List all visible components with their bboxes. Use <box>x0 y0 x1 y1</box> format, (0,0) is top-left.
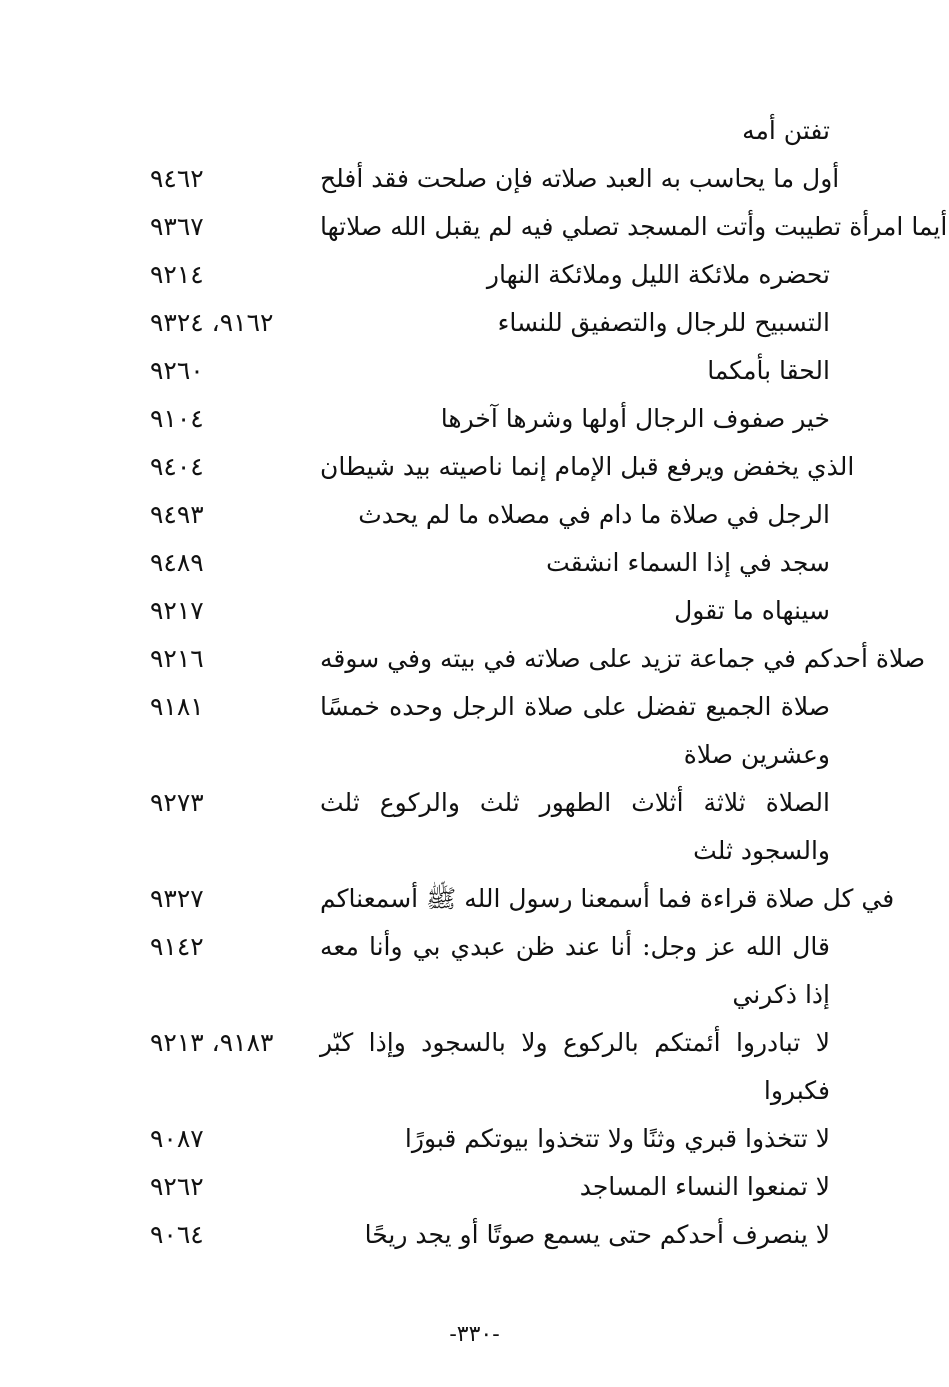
index-entry <box>150 347 830 395</box>
entry-reference: ٩٢١٧ <box>150 596 204 625</box>
entry-text: الذي يخفض ويرفع قبل الإمام إنما ناصيته بيد شيطان <box>320 452 855 481</box>
hadith-index-list <box>150 107 948 1259</box>
index-entry <box>150 539 830 587</box>
entry-reference: ٩٠٦٤ <box>150 1220 204 1249</box>
entry-reference: ٩٢٦٠ <box>150 356 204 385</box>
entry-text: لا ينصرف أحدكم حتى يسمع صوتًا أو يجد ريحًا <box>364 1220 830 1249</box>
entry-text: خير صفوف الرجال أولها وشرها آخرها <box>440 404 830 433</box>
entry-text: في كل صلاة قراءة فما أسمعنا رسول الله ﷺ أسمعناكم <box>320 884 895 913</box>
entry-reference: ٩١٨١ <box>150 692 204 721</box>
index-entry <box>150 443 855 491</box>
index-entry <box>150 1211 830 1259</box>
entry-text: تحضره ملائكة الليل وملائكة النهار <box>486 260 830 289</box>
entry-reference: ٩٤٩٣ <box>150 500 204 529</box>
entry-reference: ٩٤٦٢ <box>150 164 204 193</box>
entry-reference: ٩٣٢٧ <box>150 884 204 913</box>
index-entry <box>150 491 830 539</box>
entry-text: لا تبادروا أئمتكم بالركوع ولا بالسجود وإذا كبّر فكبروا <box>320 1028 830 1105</box>
index-entry <box>150 587 830 635</box>
index-entry <box>150 395 830 443</box>
entry-text: أول ما يحاسب به العبد صلاته فإن صلحت فقد أفلح <box>320 164 840 193</box>
entry-reference: ٩٣٦٧ <box>150 212 204 241</box>
entry-text: صلاة أحدكم في جماعة تزيد على صلاته في بيته وفي سوقه <box>320 644 926 673</box>
index-entry <box>150 155 840 203</box>
entry-text: أيما امرأة تطيبت وأتت المسجد تصلي فيه لم يقبل الله صلاتها <box>320 212 948 241</box>
entry-text: صلاة الجميع تفضل على صلاة الرجل وحده خمسًا وعشرين صلاة <box>320 692 830 769</box>
index-entry <box>150 299 830 347</box>
entry-text: لا تمنعوا النساء المساجد <box>579 1172 830 1201</box>
entry-text: الحقا بأمكما <box>707 356 830 385</box>
index-entry <box>150 1163 830 1211</box>
index-entry <box>150 203 948 251</box>
entry-reference: ٩٢٦٢ <box>150 1172 204 1201</box>
entry-reference: ٩٢١٦ <box>150 644 204 673</box>
entry-text: سجد في إذا السماء انشقت <box>546 548 830 577</box>
entry-text: تفتن أمه <box>742 116 830 145</box>
entry-text: لا تتخذوا قبري وثنًا ولا تتخذوا بيوتكم قبورًا <box>404 1124 830 1153</box>
entry-reference: ٩١٤٢ <box>150 932 204 961</box>
entry-text: التسبيح للرجال والتصفيق للنساء <box>497 308 830 337</box>
entry-text: سينهاه ما تقول <box>674 596 830 625</box>
entry-reference: ٩٤٨٩ <box>150 548 204 577</box>
index-entry <box>150 635 926 683</box>
entry-text: قال الله عز وجل: أنا عند ظن عبدي بي وأنا معه إذا ذكرني <box>320 932 830 1009</box>
entry-reference: ٩٤٠٤ <box>150 452 204 481</box>
entry-reference: ٩١٠٤ <box>150 404 204 433</box>
index-entry <box>150 251 830 299</box>
index-entry <box>150 1019 830 1115</box>
entry-reference: ٩١٦٢، ٩٣٢٤ <box>150 308 274 337</box>
entry-text: الرجل في صلاة ما دام في مصلاه ما لم يحدث <box>358 500 830 529</box>
entry-reference: ٩٠٨٧ <box>150 1124 204 1153</box>
index-entry <box>150 875 895 923</box>
entry-text: الصلاة ثلاثة أثلاث الطهور ثلث والركوع ثلث والسجود ثلث <box>320 788 830 865</box>
index-entry <box>150 1115 830 1163</box>
page-number: -٣٣٠- <box>449 1322 500 1347</box>
index-entry <box>150 923 830 1019</box>
index-entry <box>150 779 830 875</box>
entry-reference: ٩١٨٣، ٩٢١٣ <box>150 1028 274 1057</box>
index-entry <box>150 107 830 155</box>
entry-reference: ٩٢٧٣ <box>150 788 204 817</box>
entry-reference: ٩٢١٤ <box>150 260 204 289</box>
index-entry <box>150 683 830 779</box>
